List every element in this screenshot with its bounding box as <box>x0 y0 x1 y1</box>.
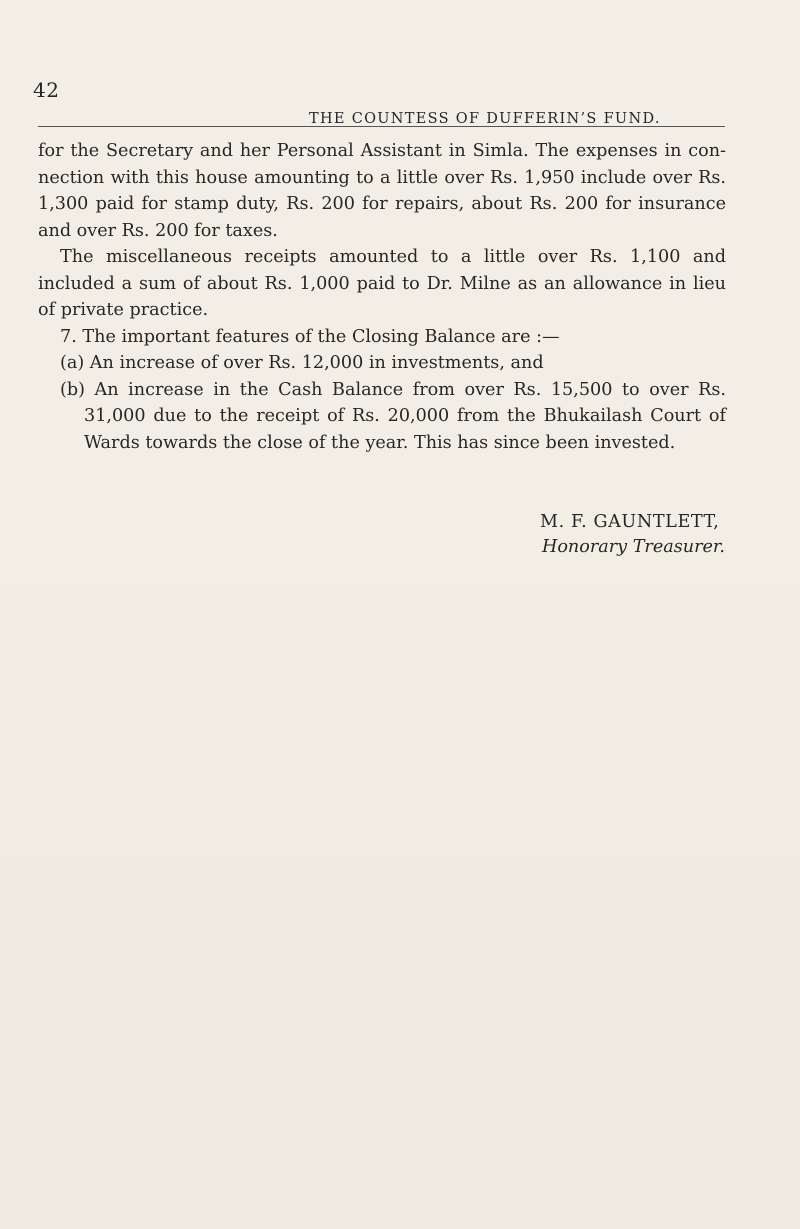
list-item-a: (a) An increase of over Rs. 12,000 in investments, and <box>60 353 544 373</box>
signatory-title: Honorary Treasurer. <box>542 537 725 557</box>
signatory-name: M. F. GAUNTLETT, <box>540 512 720 532</box>
paragraph-miscellaneous-receipts: The miscellaneous receipts amounted to a little over Rs. 1,100 and included a sum of about Rs. 1,000 paid to Dr. Milne as an allowance in lieu of private practice. <box>38 247 726 320</box>
signature-block <box>540 510 740 560</box>
body-text <box>38 138 726 456</box>
running-title: THE COUNTESS OF DUFFERIN’S FUND. <box>309 111 661 127</box>
list-item-b: (b) An increase in the Cash Balance from over Rs. 15,500 to over Rs. 31,000 due to the receipt of Rs. 20,000 from the Bhukailash Court of Wards towards the close of the year. This has since been invested. <box>60 379 726 453</box>
page-header <box>33 78 733 127</box>
paragraph-continued: for the Secretary and her Personal Assistant in Simla. The expenses in con-nection with this house amounting to a little over Rs. 1,950 include over Rs. 1,300 paid for stamp duty, Rs. 200 for repairs, about Rs. 200 for insurance and over Rs. 200 for taxes. <box>38 141 726 241</box>
paragraph-closing-balance: 7. The important features of the Closing Balance are :— <box>60 326 560 347</box>
header-rule <box>38 126 725 127</box>
page-number: 42 <box>33 78 60 102</box>
